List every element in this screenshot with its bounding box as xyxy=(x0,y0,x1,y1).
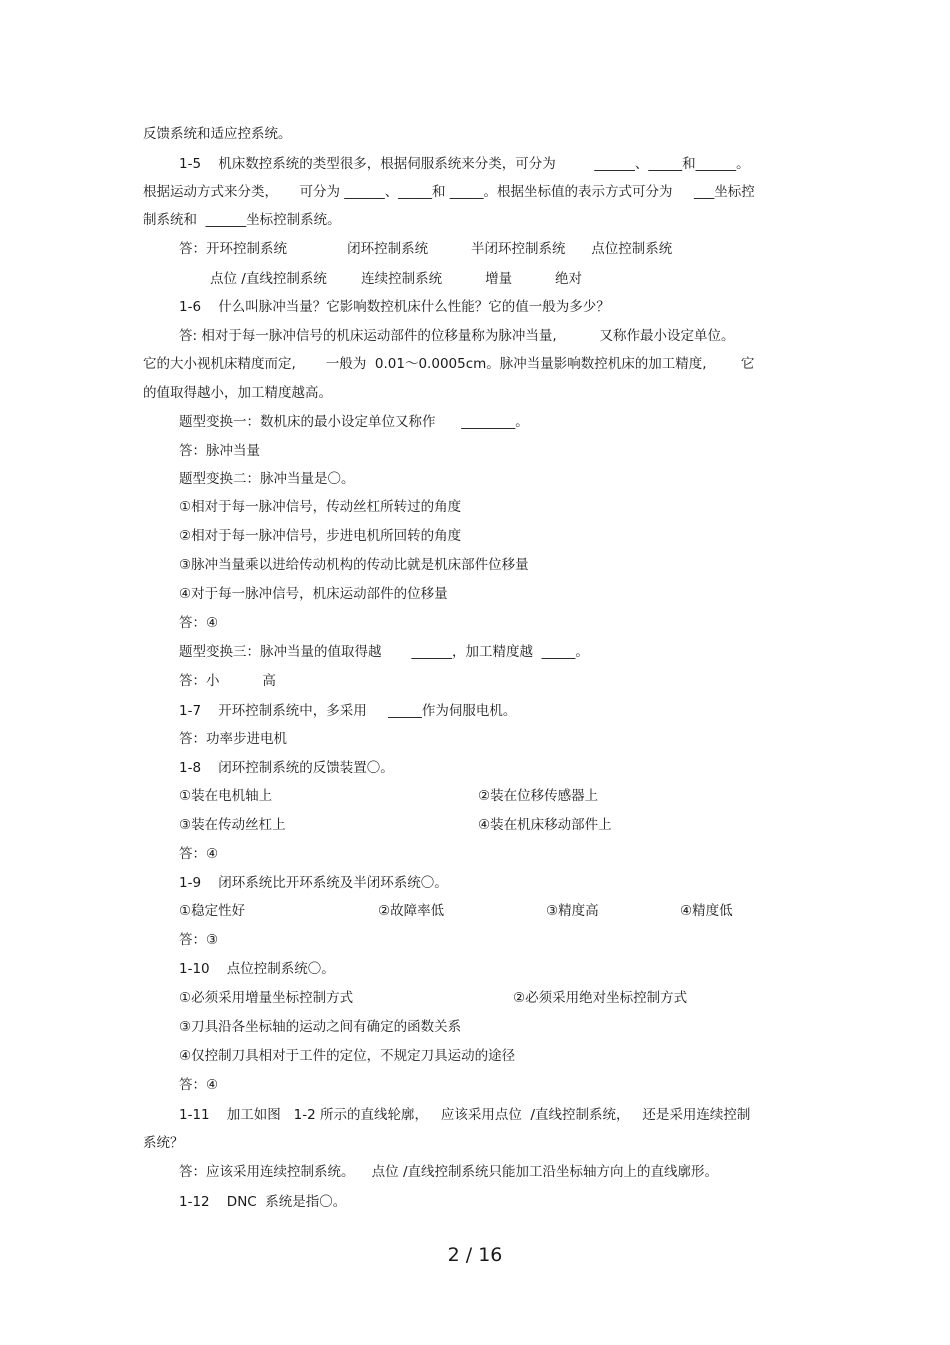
text-line: 1-5 机床数控系统的类型很多，根据伺服系统来分类，可分为 ______、_____和______。 xyxy=(179,156,750,172)
text-line: ①稳定性好 xyxy=(179,903,246,919)
text-line: 答：开环控制系统 闭环控制系统 半闭环控制系统 点位控制系统 xyxy=(179,241,673,257)
text-line: ②必须采用绝对坐标控制方式 xyxy=(513,990,688,1006)
text-line: 1-6 什么叫脉冲当量？它影响数控机床什么性能？它的值一般为多少？ xyxy=(179,299,610,315)
text-line: 答：④ xyxy=(179,1077,219,1093)
text-line: ③装在传动丝杠上 xyxy=(179,817,286,833)
text-line: ④装在机床移动部件上 xyxy=(478,817,612,833)
text-line: ②相对于每一脉冲信号，步进电机所回转的角度 xyxy=(179,528,462,544)
text-line: 系统？ xyxy=(143,1135,184,1151)
text-line: 答：脉冲当量 xyxy=(179,443,260,459)
text-line: 反馈系统和适应控系统。 xyxy=(143,126,292,142)
text-line: 1-11 加工如图 1-2 所示的直线轮廓， 应该采用点位 /直线控制系统， 还是采用连续控制 xyxy=(179,1107,751,1123)
text-line: ③精度高 xyxy=(546,903,599,919)
page-number: 2 / 16 xyxy=(447,1244,503,1266)
text-line: 1-10 点位控制系统〇。 xyxy=(179,961,335,977)
text-line: ④对于每一脉冲信号，机床运动部件的位移量 xyxy=(179,586,448,602)
text-line: 答：④ xyxy=(179,846,219,862)
text-line: ②故障率低 xyxy=(378,903,445,919)
text-line: ③刀具沿各坐标轴的运动之间有确定的函数关系 xyxy=(179,1019,462,1035)
text-line: 答：小 高 xyxy=(179,673,276,689)
text-line: 题型变换二：脉冲当量是〇。 xyxy=(179,471,355,487)
text-line: 答：应该采用连续控制系统。 点位 /直线控制系统只能加工沿坐标轴方向上的直线廓形。 xyxy=(179,1164,719,1180)
text-line: ①相对于每一脉冲信号，传动丝杠所转过的角度 xyxy=(179,499,462,515)
text-line: 答：功率步进电机 xyxy=(179,731,287,747)
text-line: 1-8 闭环控制系统的反馈装置〇。 xyxy=(179,760,394,776)
text-line: 答：③ xyxy=(179,932,219,948)
text-line: 1-12 DNC 系统是指〇。 xyxy=(179,1194,347,1210)
text-line: 题型变换一：数机床的最小设定单位又称作 ________。 xyxy=(179,414,529,430)
text-line: ③脉冲当量乘以进给传动机构的传动比就是机床部件位移量 xyxy=(179,557,529,573)
text-line: 1-9 闭环系统比开环系统及半闭环系统〇。 xyxy=(179,875,448,891)
text-line: ④精度低 xyxy=(680,903,733,919)
text-line: 根据运动方式来分类， 可分为 ______、_____和 _____。根据坐标值的表示方式可分为 ___坐标控 xyxy=(143,184,755,200)
text-line: 题型变换三：脉冲当量的值取得越 ______，加工精度越 _____。 xyxy=(179,644,589,660)
text-line: 制系统和 ______坐标控制系统。 xyxy=(143,212,341,228)
text-line: 点位 /直线控制系统 连续控制系统 增量 绝对 xyxy=(210,271,582,287)
text-line: 1-7 开环控制系统中，多采用 _____作为伺服电机。 xyxy=(179,703,517,719)
text-line: 它的大小视机床精度而定, 一般为 0.01～0.0005cm。脉冲当量影响数控机床的加工精度, 它 xyxy=(143,356,755,372)
text-line: ①必须采用增量坐标控制方式 xyxy=(179,990,354,1006)
text-line: 的值取得越小，加工精度越高。 xyxy=(143,385,332,401)
text-line: ④仅控制刀具相对于工件的定位，不规定刀具运动的途径 xyxy=(179,1048,516,1064)
text-line: ②装在位移传感器上 xyxy=(478,788,599,804)
text-line: ①装在电机轴上 xyxy=(179,788,273,804)
text-line: 答: 相对于每一脉冲信号的机床运动部件的位移量称为脉冲当量, 又称作最小设定单位。 xyxy=(179,328,735,344)
text-line: 答：④ xyxy=(179,615,219,631)
